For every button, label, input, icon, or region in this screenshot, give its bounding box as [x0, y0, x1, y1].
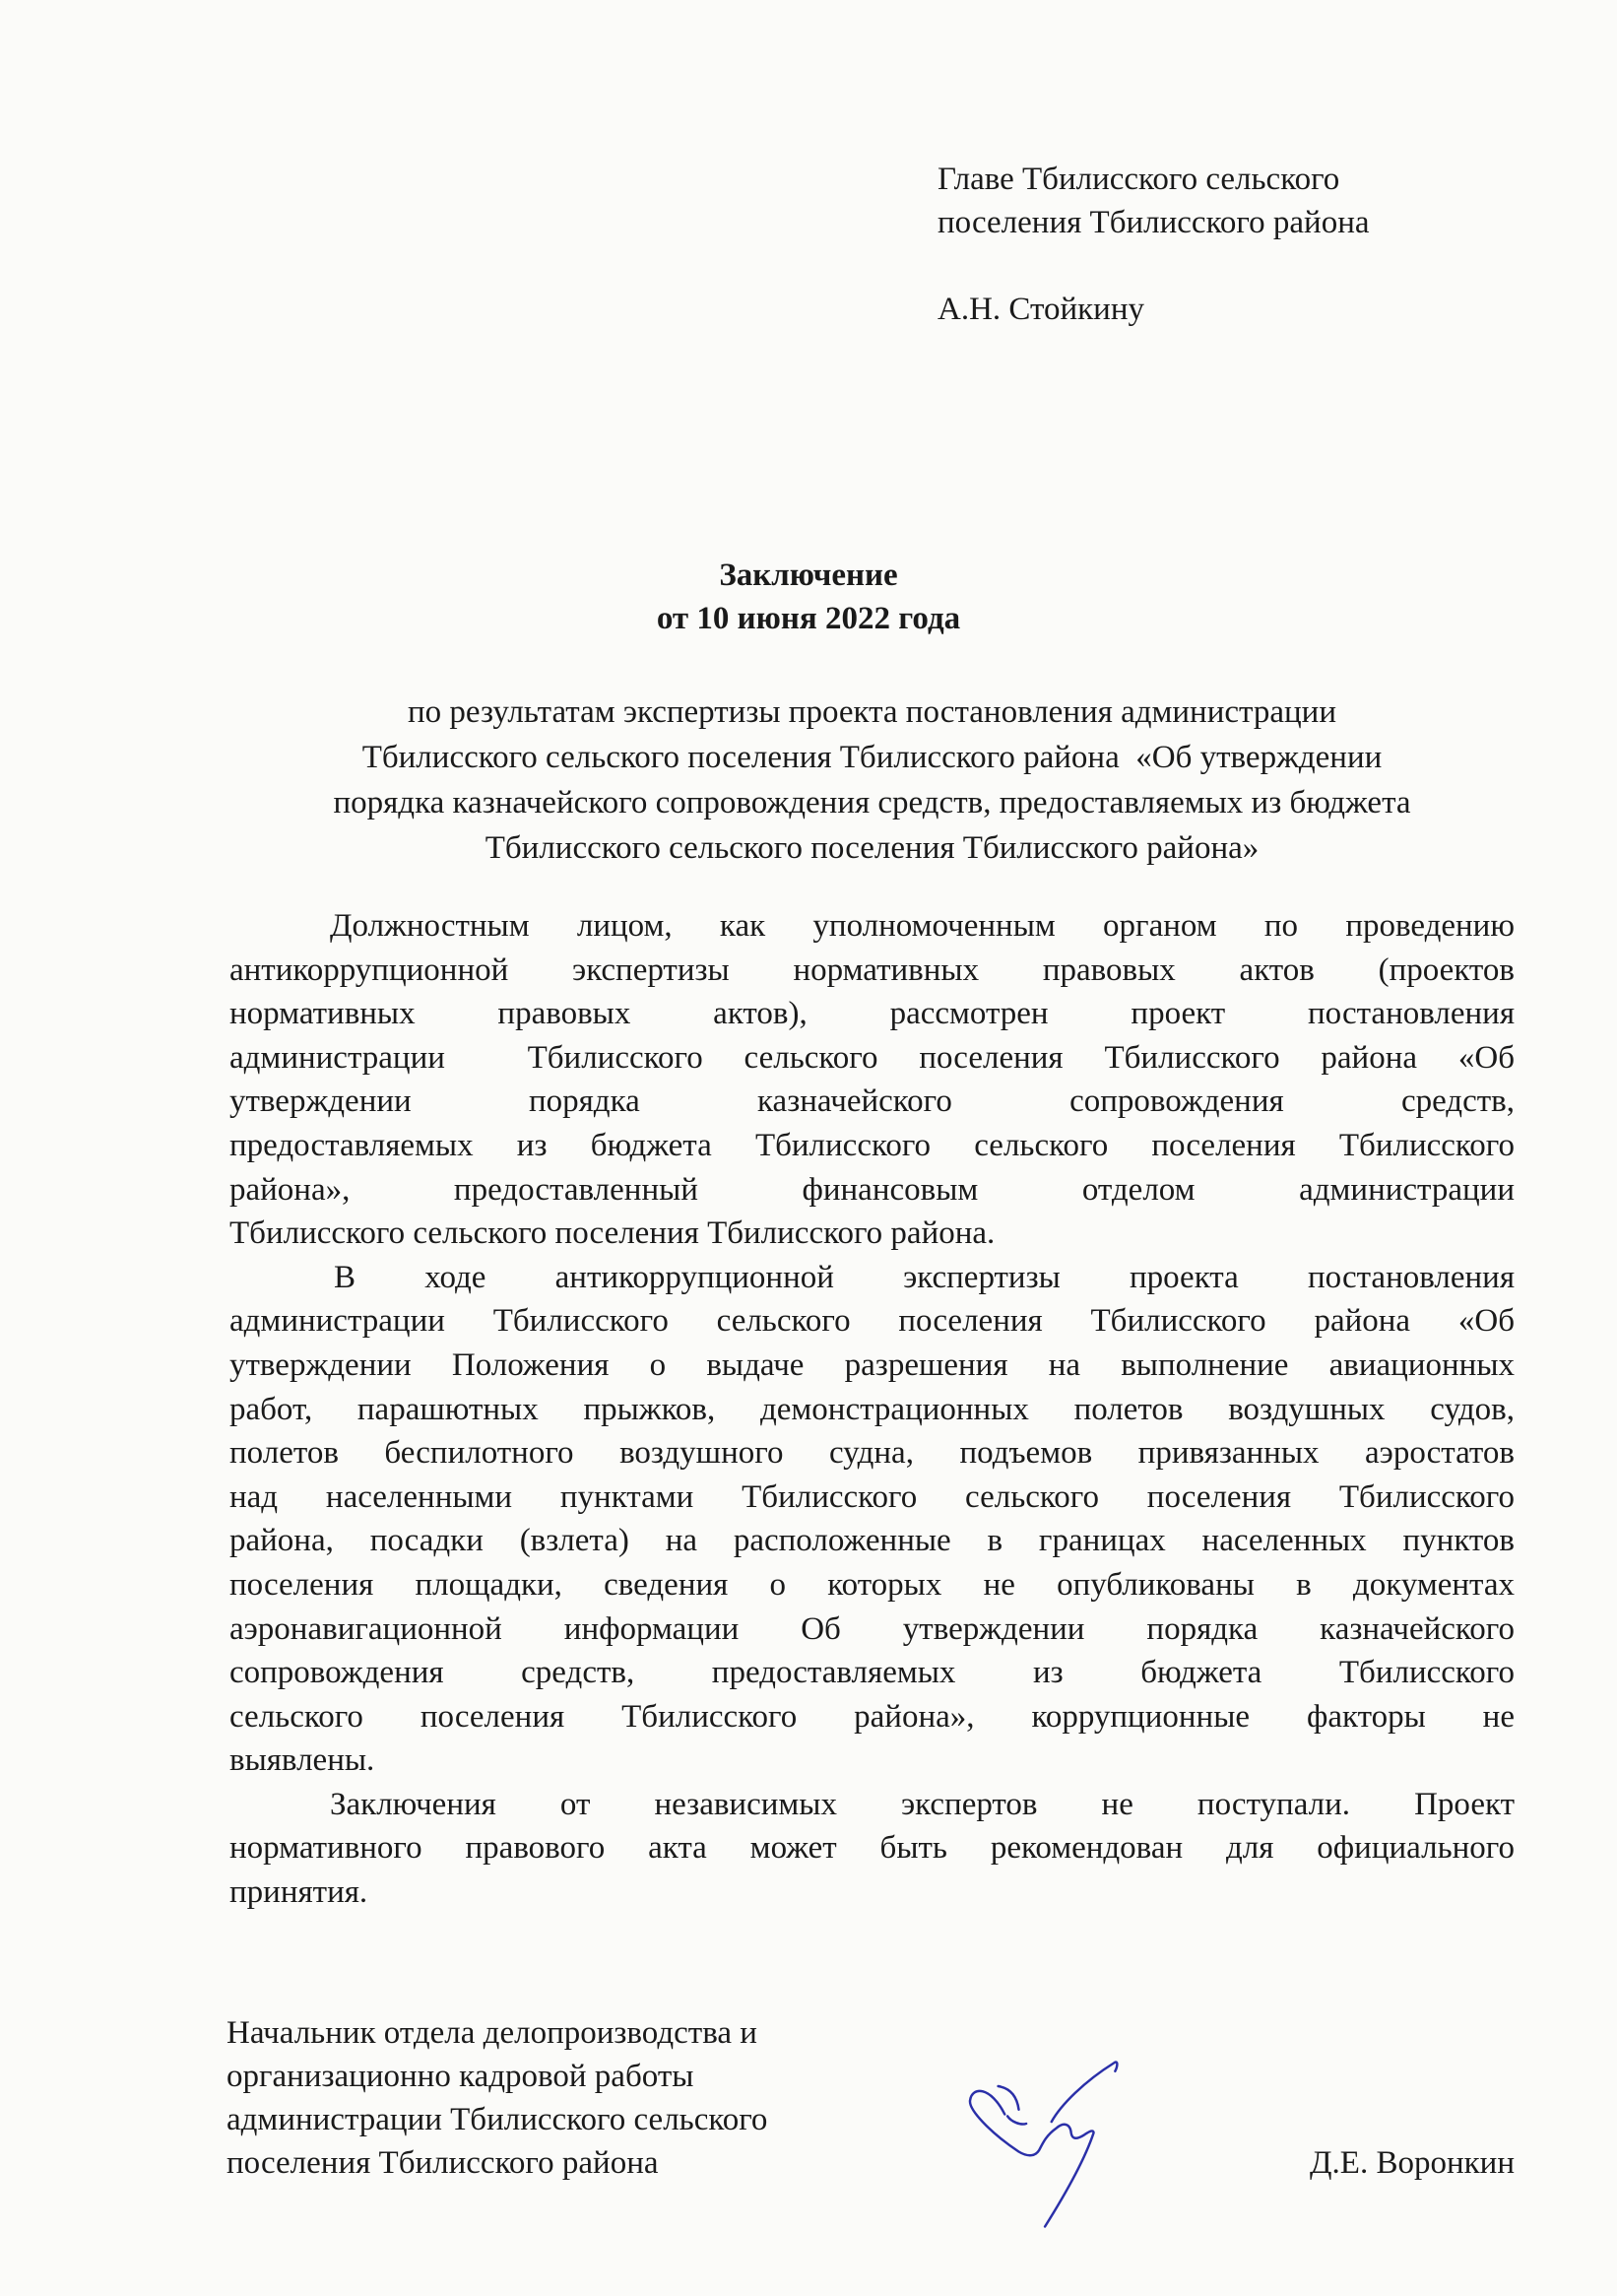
document-title — [0, 554, 1617, 640]
subject-line: Тбилисского сельского поселения Тбилисского района» — [485, 830, 1260, 866]
addressee-name: А.Н. Стойкину — [938, 292, 1144, 327]
body-line: антикоррупционной экспертизы нормативных правовых актов (проектов — [229, 951, 1515, 988]
body-line: района», предоставленный финансовым отделом администрации — [229, 1171, 1515, 1208]
body-line: нормативных правовых актов), рассмотрен проект постановления — [229, 996, 1515, 1032]
body-line: выявлены. — [229, 1742, 375, 1779]
position-line: поселения Тбилисского района — [226, 2145, 659, 2181]
body-line: полетов беспилотного воздушного судна, подъемов привязанных аэростатов — [229, 1435, 1515, 1472]
subject-line: по результатам экспертизы проекта постановления администрации — [408, 694, 1336, 730]
handwritten-signature — [953, 2049, 1140, 2236]
paragraph-1 — [229, 904, 1515, 1256]
signatory-position — [226, 2011, 767, 2185]
paragraph-2 — [229, 1256, 1515, 1783]
signatory-name: Д.Е. Воронкин — [1310, 2145, 1515, 2181]
body-line: принятия. — [229, 1874, 368, 1911]
body-line: поселения площадки, сведения о которых не опубликованы в документах — [229, 1566, 1515, 1603]
body-line: администрации Тбилисского сельского поселения Тбилисского района «Об — [229, 1303, 1515, 1340]
body-line: Должностным лицом, как уполномоченным органом по проведению — [330, 908, 1515, 944]
position-line: Начальник отдела делопроизводства и — [226, 2015, 757, 2051]
addressee-line: поселения Тбилисского района — [938, 205, 1370, 240]
body-line: района, посадки (взлета) на расположенные в границах населенных пунктов — [229, 1523, 1515, 1559]
position-line: администрации Тбилисского сельского — [226, 2102, 768, 2137]
title-heading: Заключение — [719, 558, 898, 593]
document-body — [229, 904, 1515, 1915]
body-line: сопровождения средств, предоставляемых из бюджета Тбилисского — [229, 1655, 1515, 1691]
body-line: сельского поселения Тбилисского района», коррупционные факторы не — [229, 1698, 1515, 1735]
body-line: Тбилисского сельского поселения Тбилисского района. — [229, 1215, 996, 1252]
body-line: администрации Тбилисского сельского поселения Тбилисского района «Об — [229, 1039, 1515, 1076]
signature-stroke — [970, 2062, 1117, 2226]
body-line: Заключения от независимых экспертов не поступали. Проект — [330, 1786, 1515, 1822]
paragraph-3 — [229, 1783, 1515, 1915]
document-subject — [229, 689, 1515, 871]
body-line: аэронавигационной информации Об утверждении порядка казначейского — [229, 1610, 1515, 1647]
addressee-line: Главе Тбилисского сельского — [938, 162, 1340, 197]
body-line: над населенными пунктами Тбилисского сельского поселения Тбилисского — [229, 1478, 1515, 1515]
body-line: нормативного правового акта может быть рекомендован для официального — [229, 1830, 1515, 1867]
body-line: работ, парашютных прыжков, демонстрационных полетов воздушных судов, — [229, 1391, 1515, 1427]
body-line: утверждении порядка казначейского сопровождения средств, — [229, 1083, 1515, 1120]
body-line: предоставляемых из бюджета Тбилисского сельского поселения Тбилисского — [229, 1127, 1515, 1163]
title-date: от 10 июня 2022 года — [656, 601, 961, 636]
subject-line: Тбилисского сельского поселения Тбилисского района «Об утверждении — [361, 740, 1383, 775]
body-line: В ходе антикоррупционной экспертизы проекта постановления — [334, 1259, 1515, 1295]
subject-line: порядка казначейского сопровождения средств, предоставляемых из бюджета — [333, 785, 1411, 820]
body-line: утверждении Положения о выдаче разрешения на выполнение авиационных — [229, 1346, 1515, 1383]
addressee-block — [938, 158, 1370, 331]
position-line: организационно кадровой работы — [226, 2059, 694, 2094]
